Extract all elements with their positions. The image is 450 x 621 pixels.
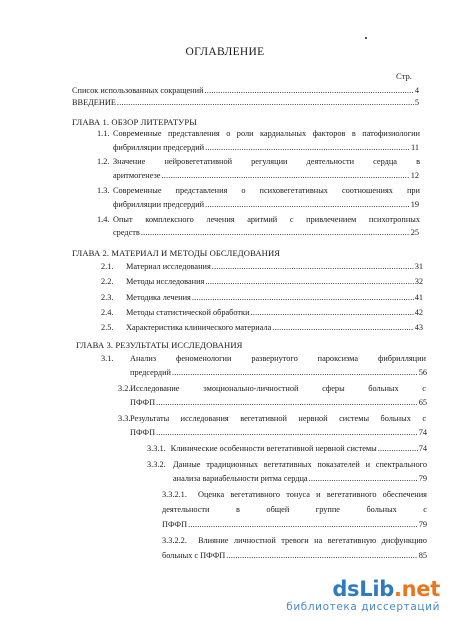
toc-section-1-1-line1[interactable]: Современные представления о роли кардиальных факторов в патофизиологии [113, 129, 420, 138]
toc-section-1-3-line1[interactable]: Современные представления о психовегетативных соотношениях при [113, 186, 420, 195]
dot-leader [205, 200, 410, 210]
toc-entry-text: Материал исследования [126, 262, 211, 271]
dot-leader [378, 444, 418, 454]
toc-section-3-3-1[interactable] [147, 444, 427, 454]
dot-leader [117, 98, 414, 108]
dot-leader [205, 86, 414, 96]
toc-section-1-1[interactable] [113, 143, 419, 153]
toc-section-2-5[interactable] [126, 323, 423, 333]
toc-section-3-2[interactable] [130, 398, 427, 408]
toc-entry-text: Методика лечения [126, 293, 191, 302]
toc-entry-text: Клинические особенности вегетативной нервной системы [170, 444, 377, 453]
toc-entry-text: Методы статистической обработки [126, 308, 250, 317]
toc-chapter-2[interactable]: ГЛАВА 2. МАТЕРИАЛ И МЕТОДЫ ОБСЛЕДОВАНИЯ [72, 248, 281, 258]
toc-section-number: 2.2. [101, 277, 114, 286]
toc-page-number: 4 [414, 86, 419, 95]
toc-section-3-2-line1[interactable]: Исследование эмоционально-личностной сферы больных с [130, 384, 426, 393]
toc-section-3-3-2-2-line1[interactable]: Влияние личностной тревоги на вегетативную дисфункцию [198, 536, 427, 545]
logo-wordmark [286, 578, 440, 600]
toc-entry-introduction[interactable] [72, 98, 419, 108]
toc-entry-abbreviations[interactable] [72, 86, 419, 96]
toc-section-number: 1.2. [97, 157, 110, 166]
toc-page-number: 41 [414, 293, 423, 302]
toc-section-number: 2.4. [101, 308, 114, 317]
toc-entry-text: больных с ПФФП [162, 551, 226, 560]
toc-section-number: 2.5. [101, 323, 114, 332]
toc-entry-text: Методы исследования [126, 277, 205, 286]
toc-section-number: 1.4. [97, 215, 110, 224]
dot-leader [205, 143, 410, 153]
toc-page-number: 31 [414, 262, 423, 271]
toc-section-3-3-line1[interactable]: Результаты исследования вегетативной нервной системы больных с [130, 414, 426, 423]
toc-section-number: 1.3. [97, 186, 110, 195]
dot-leader [161, 171, 409, 181]
toc-section-3-3-2-line1[interactable]: Данные традиционных вегетативных показателей и спектрального [173, 460, 427, 469]
toc-section-3-3-2-1-line1[interactable]: Оценка вегетативного тонуса и вегетативного обеспечения [198, 490, 427, 499]
toc-section-2-3[interactable] [126, 293, 423, 303]
toc-entry-text: ВВЕДЕНИЕ [72, 98, 116, 107]
toc-section-number: 1.1. [97, 129, 110, 138]
toc-page-number: 19 [410, 200, 419, 209]
dot-leader [212, 262, 414, 272]
toc-section-2-4[interactable] [126, 308, 423, 318]
dot-leader [192, 293, 414, 303]
toc-page-number: 56 [418, 368, 427, 377]
toc-section-number: 3.3.2. [147, 460, 166, 469]
toc-page-number: 11 [411, 143, 419, 152]
toc-section-3-3-2-1[interactable] [162, 520, 427, 530]
dot-leader [141, 228, 410, 238]
toc-page-number: 74 [418, 428, 427, 437]
toc-section-2-2[interactable] [126, 277, 423, 287]
dot-leader [205, 277, 413, 287]
toc-entry-text: ПФФП [130, 398, 156, 407]
toc-section-number: 3.3. [118, 414, 131, 423]
toc-page-number: 85 [418, 551, 427, 560]
toc-section-1-4-line1[interactable]: Опыт комплексного лечения аритмий с привлечением психотропных [113, 215, 420, 224]
dot-leader [172, 368, 418, 378]
dot-leader [156, 428, 418, 438]
toc-section-1-2[interactable] [113, 171, 419, 181]
toc-entry-text: предсердий [130, 368, 171, 377]
toc-section-number: 3.3.2.2. [162, 536, 187, 545]
toc-page-number: 43 [414, 323, 423, 332]
toc-page-number: 79 [418, 520, 427, 529]
dot-leader [226, 551, 417, 561]
dot-leader [251, 308, 414, 318]
page-column-header: Стр. [396, 71, 412, 81]
toc-section-1-2-line1[interactable]: Значение нейровегетативной регуляции деятельности сердца в [113, 157, 420, 166]
toc-entry-text: фибрилляции предсердий [113, 200, 205, 209]
toc-section-3-1-line1[interactable]: Анализ феноменологии развернутого пароксизма фибрилляции [130, 354, 426, 363]
toc-entry-text: Список использованных сокращений [72, 86, 204, 95]
toc-page-number: 65 [418, 398, 427, 407]
toc-entry-text: Характеристика клинического материала [126, 323, 272, 332]
toc-entry-text: анализа вариабельности ритма сердца [173, 474, 308, 483]
toc-section-3-1[interactable] [130, 368, 427, 378]
dot-leader [188, 520, 418, 530]
toc-section-3-3-2-1-line2[interactable]: деятельности в общей группе больных с [162, 505, 427, 514]
toc-chapter-3[interactable]: ГЛАВА 3. РЕЗУЛЬТАТЫ ИССЛЕДОВАНИЯ [76, 340, 243, 350]
scan-speck [365, 37, 367, 39]
logo-brand-a: dsLib [332, 577, 394, 601]
toc-page-number: 12 [410, 171, 419, 180]
toc-section-number: 3.1. [101, 354, 114, 363]
toc-section-1-4[interactable] [113, 228, 419, 238]
toc-page-number: 25 [410, 228, 419, 237]
dslib-watermark-logo[interactable] [286, 578, 440, 613]
dot-leader [309, 474, 418, 484]
toc-page-number: 79 [418, 474, 427, 483]
toc-section-number: 3.3.1. [147, 444, 166, 453]
dot-leader [272, 323, 413, 333]
toc-page-number: 32 [414, 277, 423, 286]
toc-entry-text: аритмогенезе [113, 171, 161, 180]
toc-section-number: 3.3.2.1. [162, 490, 187, 499]
toc-section-number: 2.3. [101, 293, 114, 302]
toc-entry-text: ПФФП [130, 428, 156, 437]
toc-section-3-3[interactable] [130, 428, 427, 438]
page-title: ОГЛАВЛЕНИЕ [185, 46, 265, 58]
toc-entry-text: фибрилляции предсердий [113, 143, 205, 152]
toc-chapter-1[interactable]: ГЛАВА 1. ОБЗОР ЛИТЕРАТУРЫ [72, 117, 197, 127]
toc-section-3-3-2[interactable] [173, 474, 427, 484]
toc-entry-text: средств [113, 228, 140, 237]
toc-section-number: 2.1. [101, 262, 114, 271]
logo-subtitle: библиотека диссертаций [286, 601, 440, 613]
toc-page-number: 5 [414, 98, 419, 107]
logo-brand-b: .net [393, 577, 440, 601]
toc-page-number: 42 [414, 308, 423, 317]
toc-page-number: 74 [418, 444, 427, 453]
dot-leader [156, 398, 418, 408]
toc-section-2-1[interactable] [126, 262, 423, 272]
toc-section-number: 3.2. [118, 384, 131, 393]
toc-section-3-3-2-2[interactable] [162, 551, 427, 561]
toc-section-1-3[interactable] [113, 200, 419, 210]
toc-entry-text: ПФФП [162, 520, 188, 529]
